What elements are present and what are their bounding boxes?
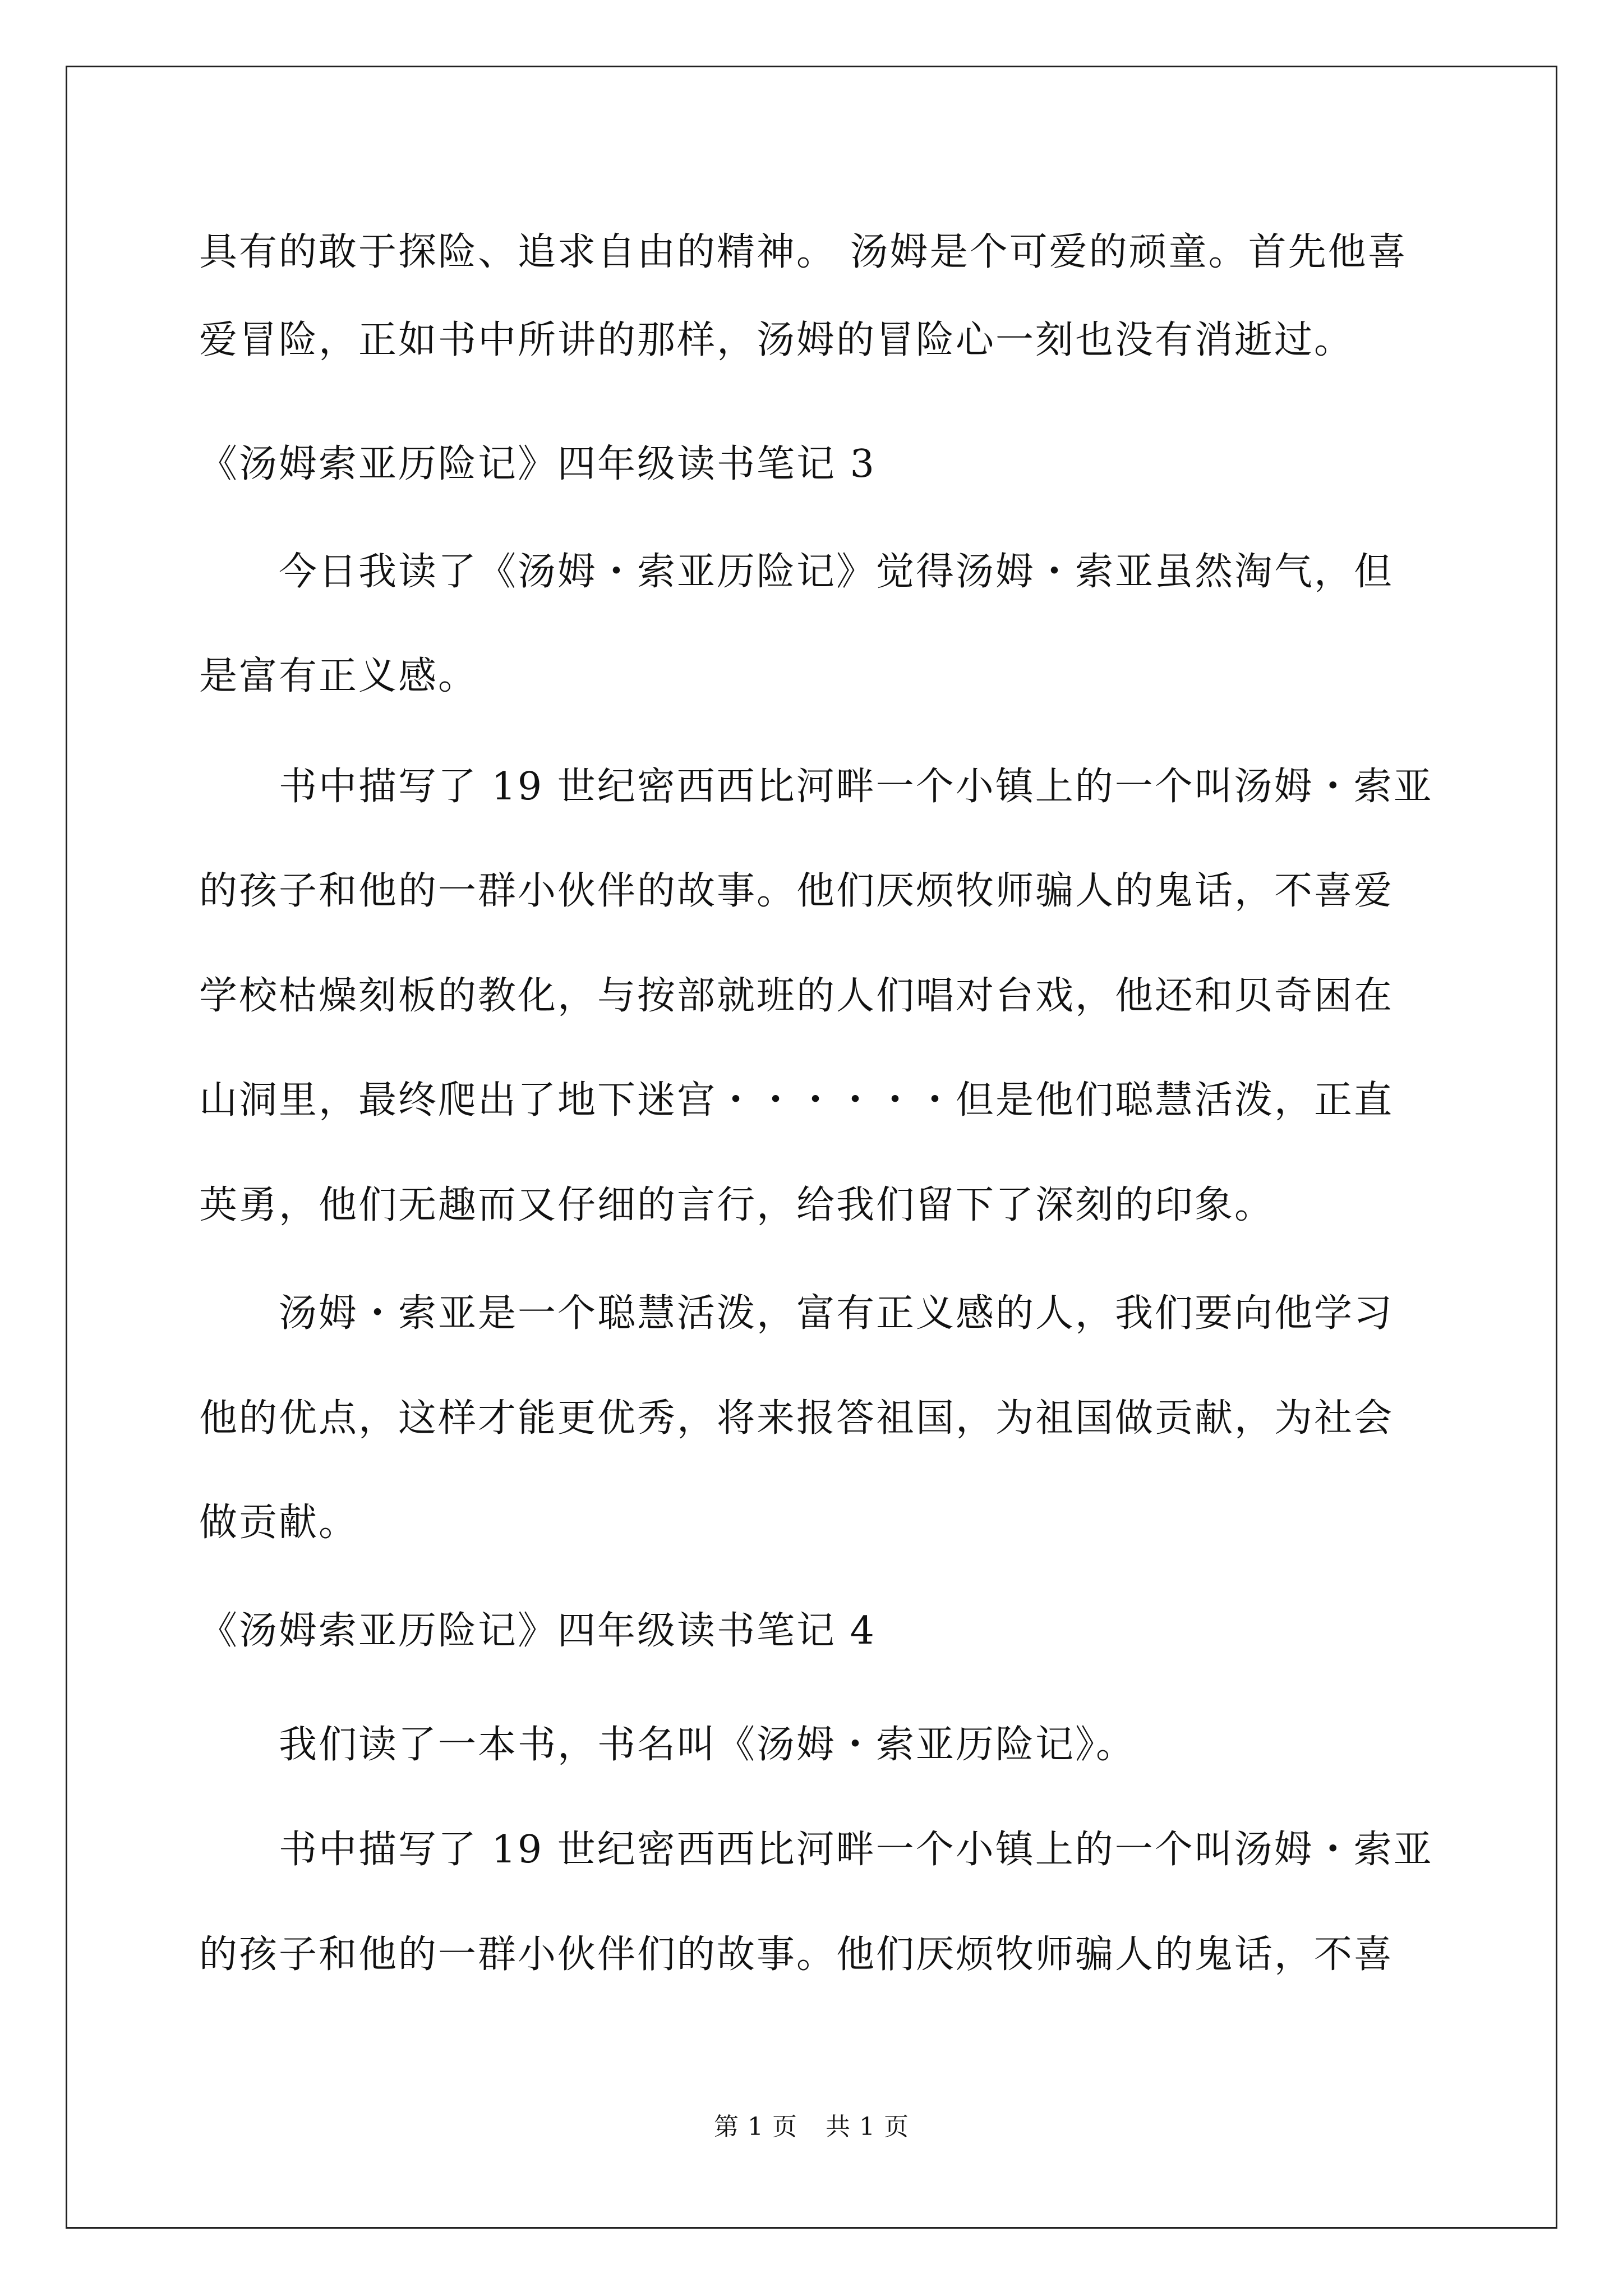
body-line: 英勇，他们无趣而又仔细的言行，给我们留下了深刻的印象。 bbox=[199, 1183, 1275, 1227]
body-line: 今日我读了《汤姆・索亚历险记》觉得汤姆・索亚虽然淘气，但 bbox=[199, 550, 1394, 594]
body-line: 书中描写了 19 世纪密西西比河畔一个小镇上的一个叫汤姆・索亚 bbox=[199, 765, 1433, 809]
page-number: 第 1 页 bbox=[714, 2113, 797, 2141]
section-heading: 《汤姆索亚历险记》四年级读书笔记 3 bbox=[199, 442, 876, 486]
body-line: 书中描写了 19 世纪密西西比河畔一个小镇上的一个叫汤姆・索亚 bbox=[199, 1828, 1433, 1872]
section-heading: 《汤姆索亚历险记》四年级读书笔记 4 bbox=[199, 1609, 876, 1653]
page-footer bbox=[0, 2110, 1623, 2144]
body-line: 爱冒险，正如书中所讲的那样，汤姆的冒险心一刻也没有消逝过。 bbox=[199, 318, 1354, 362]
body-line: 的孩子和他的一群小伙伴们的故事。他们厌烦牧师骗人的鬼话，不喜 bbox=[199, 1932, 1394, 1977]
page-border bbox=[66, 66, 1557, 2229]
page-total: 共 1 页 bbox=[826, 2113, 909, 2141]
body-line: 的孩子和他的一群小伙伴的故事。他们厌烦牧师骗人的鬼话，不喜爱 bbox=[199, 869, 1394, 913]
body-line: 我们读了一本书，书名叫《汤姆・索亚历险记》。 bbox=[199, 1723, 1136, 1767]
body-line: 是富有正义感。 bbox=[199, 654, 478, 698]
body-line: 汤姆・索亚是一个聪慧活泼，富有正义感的人，我们要向他学习 bbox=[199, 1291, 1394, 1336]
body-line: 做贡献。 bbox=[199, 1501, 359, 1545]
body-line: 具有的敢于探险、追求自由的精神。 汤姆是个可爱的顽童。首先他喜 bbox=[199, 230, 1408, 274]
body-line: 山洞里，最终爬出了地下迷宫・・・・・・但是他们聪慧活泼，正直 bbox=[199, 1078, 1394, 1122]
body-line: 学校枯燥刻板的教化，与按部就班的人们唱对台戏，他还和贝奇困在 bbox=[199, 974, 1394, 1018]
body-line: 他的优点，这样才能更优秀，将来报答祖国，为祖国做贡献，为社会 bbox=[199, 1396, 1394, 1441]
